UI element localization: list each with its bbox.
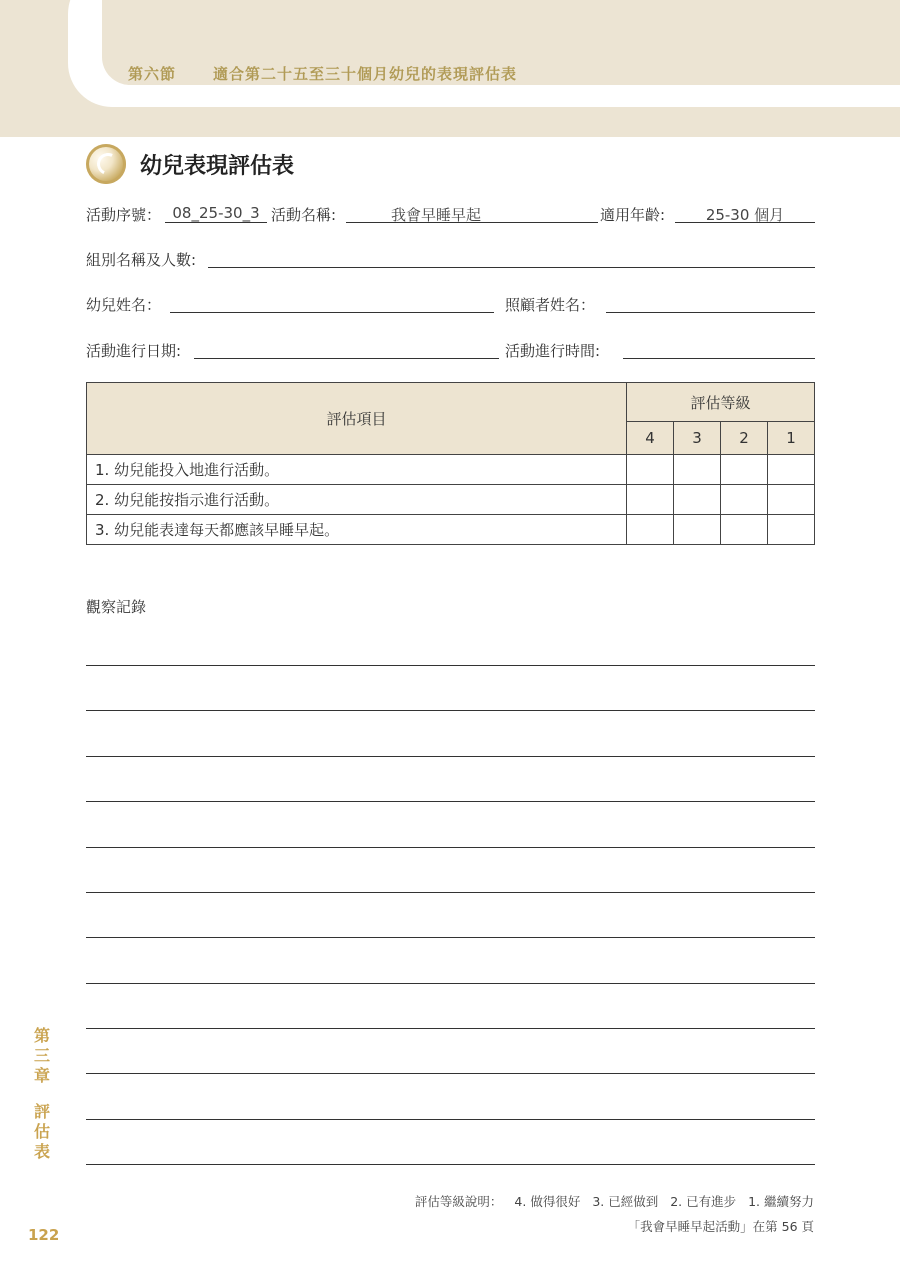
item-text: 3. 幼兒能表達每天都應該早睡早起。 bbox=[87, 515, 627, 545]
caregiver-field[interactable] bbox=[606, 312, 815, 313]
chapter-char: 三 bbox=[33, 1046, 50, 1065]
item-text: 2. 幼兒能按指示進行活動。 bbox=[87, 485, 627, 515]
grade-header: 評估等級 bbox=[627, 383, 815, 422]
group-field[interactable] bbox=[208, 267, 815, 268]
legend-item: 2. 已有進步 bbox=[670, 1194, 737, 1209]
observation-line[interactable] bbox=[86, 1119, 815, 1120]
activity-name-label: 活動名稱: bbox=[271, 206, 337, 224]
evaluation-table bbox=[86, 382, 815, 545]
observation-line[interactable] bbox=[86, 1073, 815, 1074]
grade-cell[interactable] bbox=[768, 485, 815, 515]
observation-label: 觀察記錄 bbox=[86, 598, 147, 616]
age-value: 25-30 個月 bbox=[705, 206, 785, 224]
grade-2-header: 2 bbox=[721, 422, 768, 455]
grade-cell[interactable] bbox=[627, 515, 674, 545]
form-title: 幼兒表現評估表 bbox=[140, 153, 295, 179]
observation-line[interactable] bbox=[86, 665, 815, 666]
activity-no-value: 08_25-30_3 bbox=[172, 204, 260, 222]
grade-cell[interactable] bbox=[721, 515, 768, 545]
chapter-name-char: 表 bbox=[33, 1142, 50, 1161]
grade-cell[interactable] bbox=[768, 455, 815, 485]
table-row bbox=[87, 515, 815, 545]
observation-line[interactable] bbox=[86, 1028, 815, 1029]
chapter-char: 第 bbox=[33, 1026, 50, 1045]
section-label: 第六節 bbox=[128, 65, 177, 83]
observation-line[interactable] bbox=[86, 892, 815, 893]
date-label: 活動進行日期: bbox=[86, 342, 182, 360]
grade-cell[interactable] bbox=[674, 515, 721, 545]
legend-item: 4. 做得很好 bbox=[514, 1194, 581, 1209]
observation-line[interactable] bbox=[86, 983, 815, 984]
grade-legend bbox=[415, 1192, 814, 1210]
chapter-side-tab bbox=[30, 1026, 54, 1162]
activity-no-underline bbox=[165, 222, 267, 223]
chapter-name-char: 評 bbox=[33, 1102, 50, 1121]
child-name-label: 幼兒姓名： bbox=[86, 296, 162, 314]
item-text: 1. 幼兒能投入地進行活動。 bbox=[87, 455, 627, 485]
legend-label: 評估等級說明： bbox=[414, 1194, 503, 1209]
form-title-block bbox=[86, 142, 294, 186]
grade-cell[interactable] bbox=[627, 485, 674, 515]
activity-no-label: 活動序號： bbox=[86, 206, 162, 224]
observation-line[interactable] bbox=[86, 710, 815, 711]
grade-cell[interactable] bbox=[768, 515, 815, 545]
age-label: 適用年齡: bbox=[600, 206, 666, 224]
chapter-name-char: 估 bbox=[33, 1122, 50, 1141]
grade-1-header: 1 bbox=[768, 422, 815, 455]
grade-cell[interactable] bbox=[627, 455, 674, 485]
observation-line[interactable] bbox=[86, 937, 815, 938]
child-name-field[interactable] bbox=[170, 312, 494, 313]
pearl-icon bbox=[86, 144, 126, 184]
grade-cell[interactable] bbox=[674, 455, 721, 485]
activity-reference: 「我會早睡早起活動」在第 56 頁 bbox=[627, 1219, 814, 1234]
caregiver-label: 照顧者姓名： bbox=[505, 296, 596, 314]
chapter-char: 章 bbox=[33, 1066, 50, 1085]
observation-line[interactable] bbox=[86, 847, 815, 848]
legend-item: 1. 繼續努力 bbox=[748, 1194, 814, 1209]
observation-line[interactable] bbox=[86, 801, 815, 802]
time-field[interactable] bbox=[623, 358, 815, 359]
grade-4-header: 4 bbox=[627, 422, 674, 455]
group-label: 組別名稱及人數: bbox=[86, 251, 197, 269]
time-label: 活動進行時間: bbox=[505, 342, 601, 360]
section-title: 適合第二十五至三十個月幼兒的表現評估表 bbox=[213, 65, 518, 83]
legend-item: 3. 已經做到 bbox=[592, 1194, 659, 1209]
grade-3-header: 3 bbox=[674, 422, 721, 455]
grade-cell[interactable] bbox=[674, 485, 721, 515]
page-number: 122 bbox=[28, 1226, 60, 1244]
table-row bbox=[87, 455, 815, 485]
observation-line[interactable] bbox=[86, 756, 815, 757]
grade-cell[interactable] bbox=[721, 455, 768, 485]
activity-name-value: 我會早睡早起 bbox=[390, 206, 481, 224]
table-row bbox=[87, 485, 815, 515]
grade-cell[interactable] bbox=[721, 485, 768, 515]
item-header: 評估項目 bbox=[87, 383, 627, 455]
date-field[interactable] bbox=[194, 358, 499, 359]
observation-line[interactable] bbox=[86, 1164, 815, 1165]
